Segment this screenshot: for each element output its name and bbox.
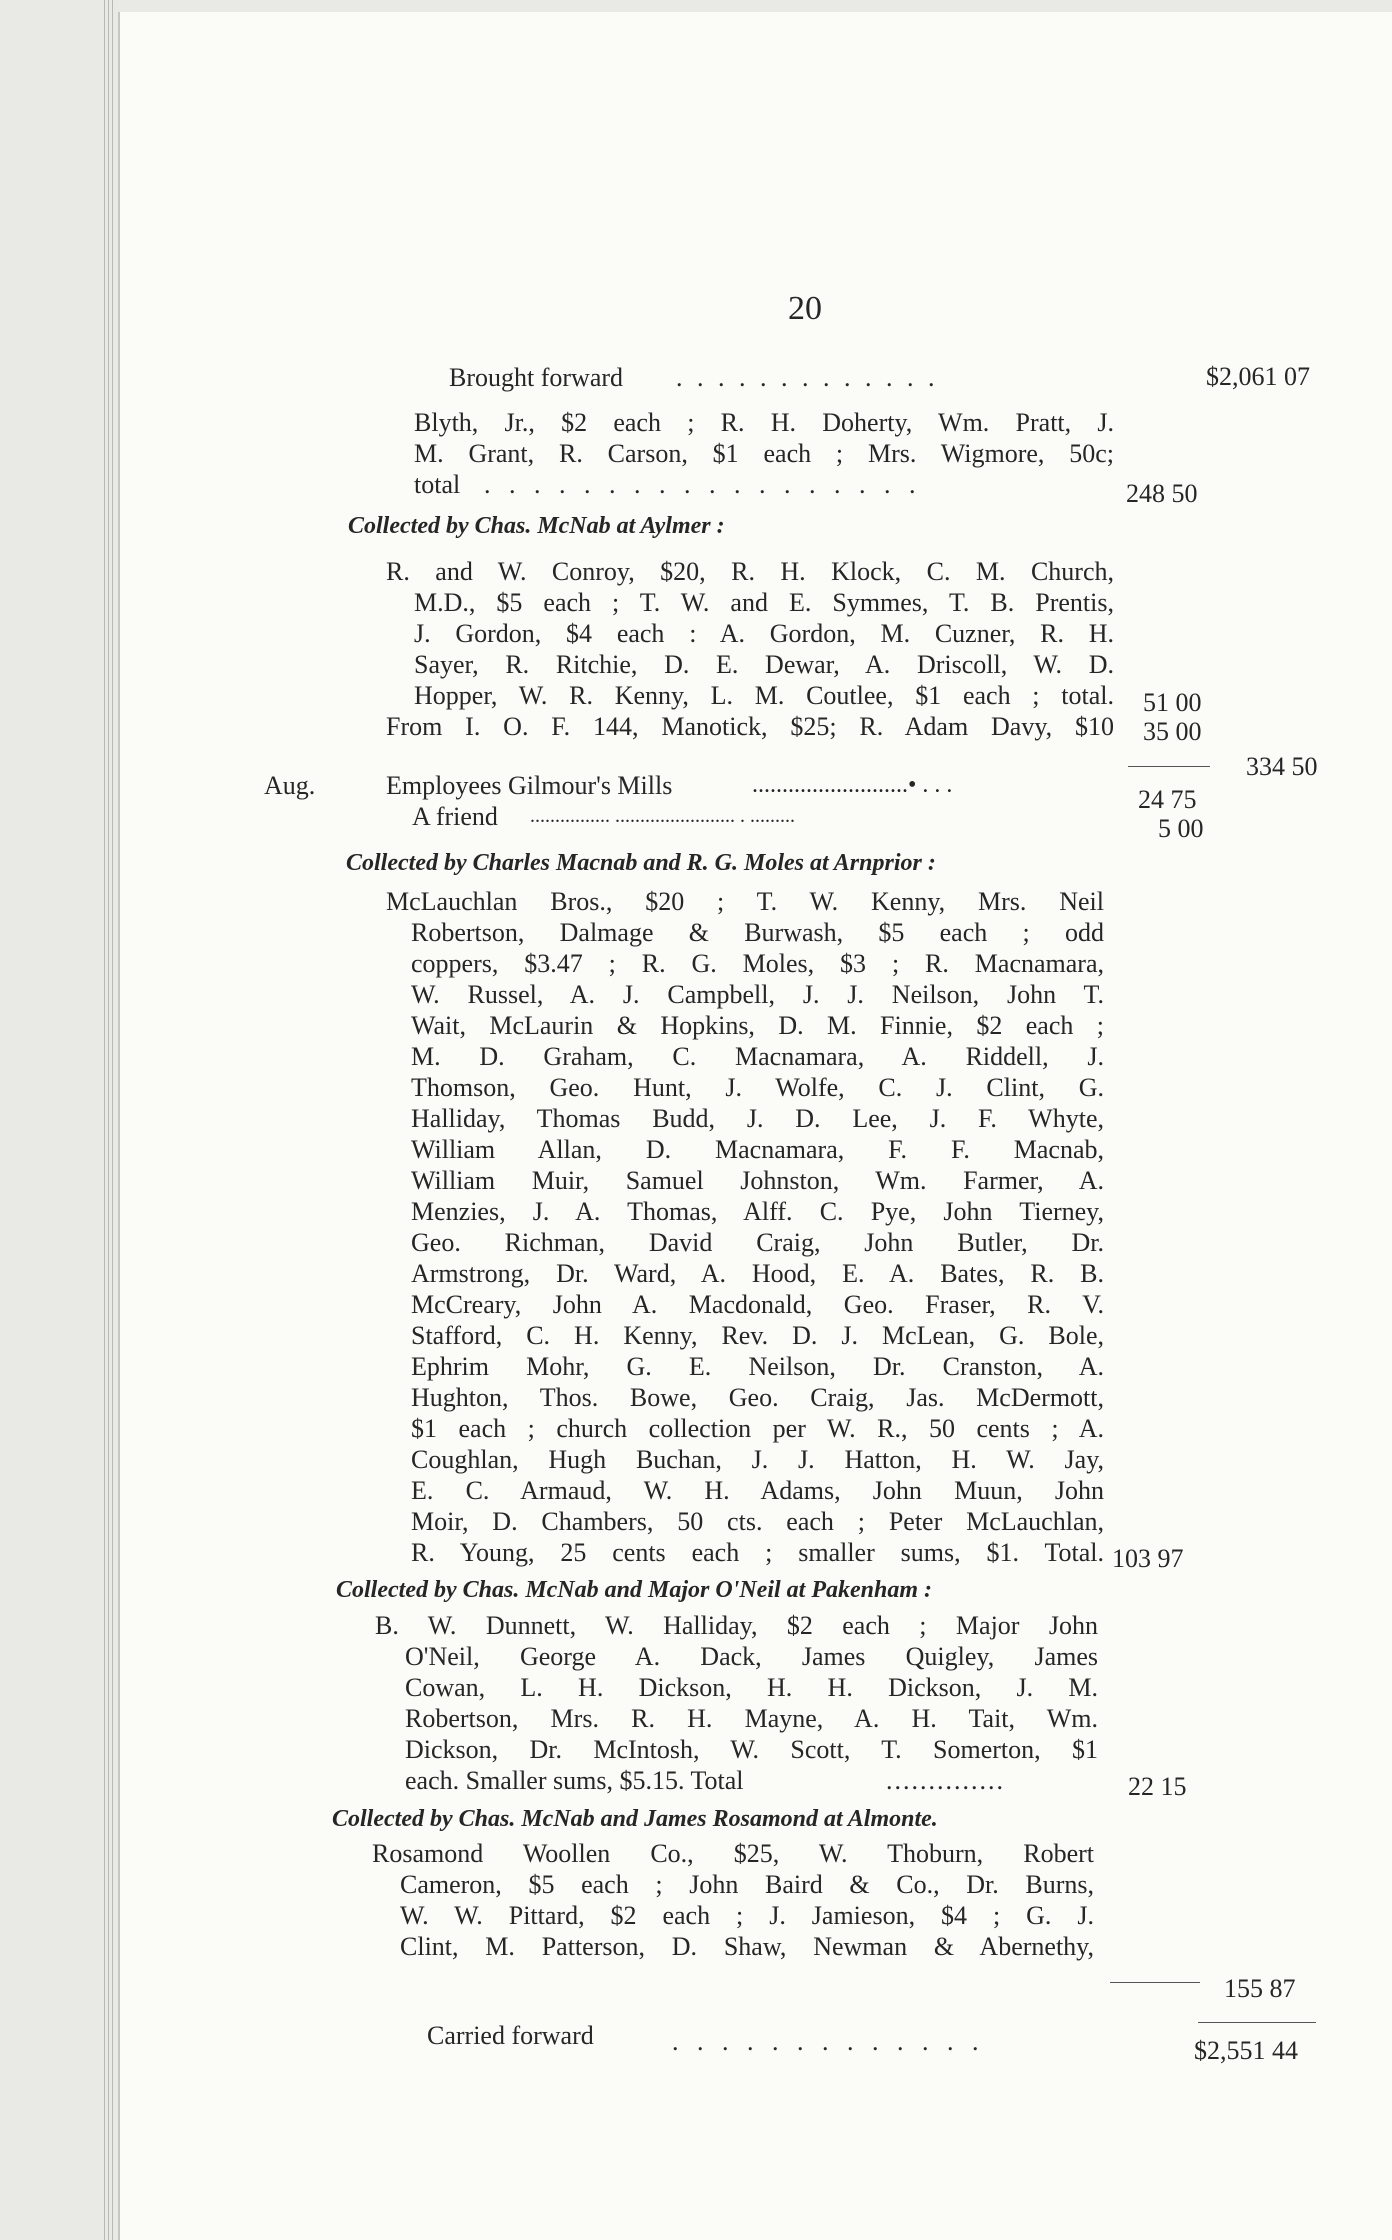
arnprior-line: W. Russel, A. J. Campbell, J. J. Neilson, John T. [411, 980, 1104, 1009]
aylmer-from-amount: 35 00 [1143, 717, 1202, 746]
subtotal-rule [1110, 1982, 1200, 1983]
arnprior-line: Menzies, J. A. Thomas, Alff. C. Pye, John Tierney, [411, 1197, 1104, 1226]
pakenham-line: Dickson, Dr. McIntosh, W. Scott, T. Somerton, $1 [405, 1735, 1098, 1764]
pakenham-line: each. Smaller sums, $5.15. Total [405, 1766, 744, 1795]
arnprior-heading: Collected by Charles Macnab and R. G. Moles at Arnprior : [346, 850, 936, 876]
page-number: 20 [788, 290, 822, 327]
arnprior-line: Thomson, Geo. Hunt, J. Wolfe, C. J. Clint, G. [411, 1073, 1104, 1102]
arnprior-line: Moir, D. Chambers, 50 cts. each ; Peter McLauchlan, [411, 1507, 1104, 1536]
pakenham-amount: 22 15 [1128, 1772, 1187, 1801]
aylmer-line: Hopper, W. R. Kenny, L. M. Coutlee, $1 each ; total. [414, 681, 1114, 710]
aylmer-line: R. and W. Conroy, $20, R. H. Klock, C. M. Church, [386, 557, 1114, 586]
carried-forward-label: Carried forward [427, 2021, 594, 2050]
arnprior-line: Hughton, Thos. Bowe, Geo. Craig, Jas. McDermott, [411, 1383, 1104, 1412]
arnprior-line: Robertson, Dalmage & Burwash, $5 each ; odd [411, 918, 1104, 947]
total-rule [1198, 2022, 1316, 2023]
almonte-line: Cameron, $5 each ; John Baird & Co., Dr. Burns, [400, 1870, 1094, 1899]
arnprior-line: E. C. Armaud, W. H. Adams, John Muun, John [411, 1476, 1104, 1505]
arnprior-line: Coughlan, Hugh Buchan, J. J. Hatton, H. W. Jay, [411, 1445, 1104, 1474]
arnprior-line: coppers, $3.47 ; R. G. Moles, $3 ; R. Macnamara, [411, 949, 1104, 978]
arnprior-line: Ephrim Mohr, G. E. Neilson, Dr. Cranston, A. [411, 1352, 1104, 1381]
arnprior-line: McCreary, John A. Macdonald, Geo. Fraser, R. V. [411, 1290, 1104, 1319]
arnprior-line: Halliday, Thomas Budd, J. D. Lee, J. F. Whyte, [411, 1104, 1104, 1133]
employees-amount: 24 75 [1138, 785, 1197, 814]
arnprior-line: Geo. Richman, David Craig, John Butler, Dr. [411, 1228, 1104, 1257]
brought-forward-amount: $2,061 07 [1206, 362, 1310, 391]
blyth-amount: 248 50 [1126, 479, 1198, 508]
arnprior-amount: 103 97 [1112, 1544, 1184, 1573]
friend-label: A friend [412, 802, 498, 831]
pakenham-line: B. W. Dunnett, W. Halliday, $2 each ; Major John [375, 1611, 1098, 1640]
friend-leader: ................ ........................ . ......... [530, 805, 795, 827]
pakenham-line: Cowan, L. H. Dickson, H. H. Dickson, J. M. [405, 1673, 1098, 1702]
arnprior-line: William Allan, D. Macnamara, F. F. Macnab, [411, 1135, 1104, 1164]
almonte-line: Rosamond Woollen Co., $25, W. Thoburn, Robert [372, 1839, 1094, 1868]
employees-label: Employees Gilmour's Mills [386, 771, 673, 800]
pakenham-line: O'Neil, George A. Dack, James Quigley, James [405, 1642, 1098, 1671]
aylmer-line: J. Gordon, $4 each : A. Gordon, M. Cuzner, R. H. [414, 619, 1114, 648]
blyth-line: total [414, 470, 461, 499]
pakenham-heading: Collected by Chas. McNab and Major O'Neil at Pakenham : [336, 1577, 932, 1603]
friend-amount: 5 00 [1158, 814, 1204, 843]
subtotal-rule [1128, 766, 1210, 767]
aylmer-amount: 51 00 [1143, 688, 1202, 717]
carried-forward-leader: . . . . . . . . . . . . . [672, 2027, 985, 2056]
arnprior-line: Armstrong, Dr. Ward, A. Hood, E. A. Bates, R. B. [411, 1259, 1104, 1288]
almonte-subtotal: 155 87 [1224, 1974, 1296, 2003]
blyth-line: M. Grant, R. Carson, $1 each ; Mrs. Wigmore, 50c; [414, 439, 1114, 468]
aug-month: Aug. [264, 771, 316, 800]
arnprior-line: $1 each ; church collection per W. R., 50 cents ; A. [411, 1414, 1104, 1443]
almonte-line: W. W. Pittard, $2 each ; J. Jamieson, $4 ; G. J. [400, 1901, 1094, 1930]
aylmer-line: M.D., $5 each ; T. W. and E. Symmes, T. B. Prentis, [414, 588, 1114, 617]
blyth-leader: . . . . . . . . . . . . . . . . . . [484, 470, 922, 499]
arnprior-line: R. Young, 25 cents each ; smaller sums, $1. Total. [411, 1538, 1104, 1567]
carried-forward-amount: $2,551 44 [1194, 2036, 1298, 2065]
aylmer-line: Sayer, R. Ritchie, D. E. Dewar, A. Driscoll, W. D. [414, 650, 1114, 679]
employees-leader: ..........................• . . . [752, 772, 953, 798]
almonte-line: Clint, M. Patterson, D. Shaw, Newman & Abernethy, [400, 1932, 1094, 1961]
arnprior-line: M. D. Graham, C. Macnamara, A. Riddell, J. [411, 1042, 1104, 1071]
pakenham-line: Robertson, Mrs. R. H. Mayne, A. H. Tait, Wm. [405, 1704, 1098, 1733]
brought-forward-leader: . . . . . . . . . . . . . [676, 363, 939, 392]
aylmer-subtotal: 334 50 [1246, 752, 1318, 781]
arnprior-line: McLauchlan Bros., $20 ; T. W. Kenny, Mrs. Neil [386, 887, 1104, 916]
arnprior-line: Stafford, C. H. Kenny, Rev. D. J. McLean, G. Bole, [411, 1321, 1104, 1350]
brought-forward-label: Brought forward [449, 363, 624, 392]
blyth-line: Blyth, Jr., $2 each ; R. H. Doherty, Wm. Pratt, J. [414, 408, 1114, 437]
aylmer-heading: Collected by Chas. McNab at Aylmer : [348, 513, 725, 539]
arnprior-line: Wait, McLaurin & Hopkins, D. M. Finnie, $2 each ; [411, 1011, 1104, 1040]
almonte-heading: Collected by Chas. McNab and James Rosamond at Almonte. [332, 1806, 938, 1832]
aylmer-from-line: From I. O. F. 144, Manotick, $25; R. Adam Davy, $10 [386, 712, 1114, 741]
pakenham-leader: .............. [886, 1766, 1005, 1795]
arnprior-line: William Muir, Samuel Johnston, Wm. Farmer, A. [411, 1166, 1104, 1195]
